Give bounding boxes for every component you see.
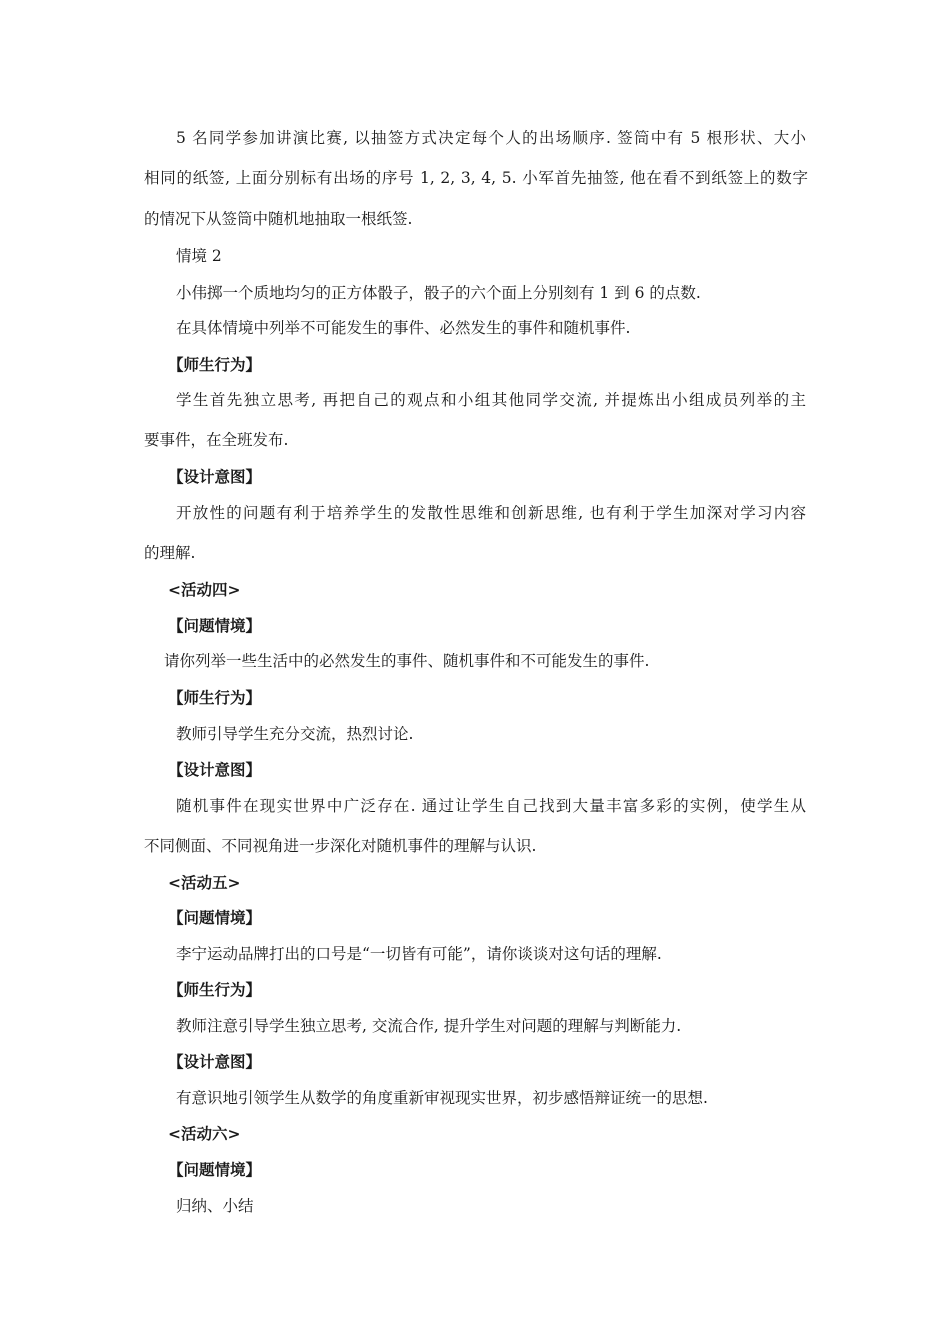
- paragraph-random-events-line2: 不同侧面、不同视角进一步深化对随机事件的理解与认识.: [144, 837, 537, 855]
- paragraph-li-ning-slogan: 李宁运动品牌打出的口号是“一切皆有可能”，请你谈谈对这句话的理解.: [176, 945, 662, 963]
- paragraph-list-life-events: 请你列举一些生活中的必然发生的事件、随机事件和不可能发生的事件.: [164, 652, 650, 670]
- heading-problem-scenario: 【问题情境】: [168, 1161, 262, 1179]
- paragraph-math-perspective: 有意识地引领学生从数学的角度重新审视现实世界，初步感悟辩证统一的思想.: [176, 1089, 708, 1107]
- paragraph-open-questions-line1: 开放性的问题有利于培养学生的发散性思维和创新思维, 也有利于学生加深对学习内容: [176, 504, 806, 522]
- heading-problem-scenario: 【问题情境】: [168, 617, 262, 635]
- paragraph-summary: 归纳、小结: [176, 1197, 254, 1215]
- paragraph-dice: 小伟掷一个质地均匀的正方体骰子，骰子的六个面上分别刻有 1 到 6 的点数.: [176, 284, 701, 302]
- paragraph-random-events-line1: 随机事件在现实世界中广泛存在. 通过让学生自己找到大量丰富多彩的实例，使学生从: [176, 797, 806, 815]
- paragraph-open-questions-line2: 的理解.: [144, 544, 196, 562]
- heading-teacher-student-action: 【师生行为】: [168, 981, 262, 999]
- scenario-2-label: 情境 2: [176, 247, 222, 265]
- heading-design-intent: 【设计意图】: [168, 468, 262, 486]
- heading-problem-scenario: 【问题情境】: [168, 909, 262, 927]
- heading-teacher-student-action: 【师生行为】: [168, 689, 262, 707]
- paragraph-teacher-attention: 教师注意引导学生独立思考, 交流合作, 提升学生对问题的理解与判断能力.: [176, 1017, 682, 1035]
- paragraph-students-think-line2: 要事件，在全班发布.: [144, 431, 289, 449]
- heading-teacher-student-action: 【师生行为】: [168, 356, 262, 374]
- heading-design-intent: 【设计意图】: [168, 761, 262, 779]
- paragraph-list-events: 在具体情境中列举不可能发生的事件、必然发生的事件和随机事件.: [176, 319, 631, 337]
- heading-activity-6: <活动六>: [168, 1125, 241, 1143]
- heading-design-intent: 【设计意图】: [168, 1053, 262, 1071]
- heading-activity-4: <活动四>: [168, 581, 241, 599]
- heading-activity-5: <活动五>: [168, 874, 241, 892]
- paragraph-draw-lots-line2: 相同的纸签, 上面分别标有出场的序号 1, 2, 3, 4, 5. 小军首先抽签, 他在看不到纸签上的数字: [144, 169, 808, 187]
- paragraph-students-think-line1: 学生首先独立思考, 再把自己的观点和小组其他同学交流, 并提炼出小组成员列举的主: [176, 391, 806, 409]
- paragraph-draw-lots-line3: 的情况下从签筒中随机地抽取一根纸签.: [144, 210, 413, 228]
- paragraph-teacher-guides: 教师引导学生充分交流，热烈讨论.: [176, 725, 414, 743]
- paragraph-draw-lots-line1: 5 名同学参加讲演比赛, 以抽签方式决定每个人的出场顺序. 签筒中有 5 根形状、大小: [176, 129, 806, 147]
